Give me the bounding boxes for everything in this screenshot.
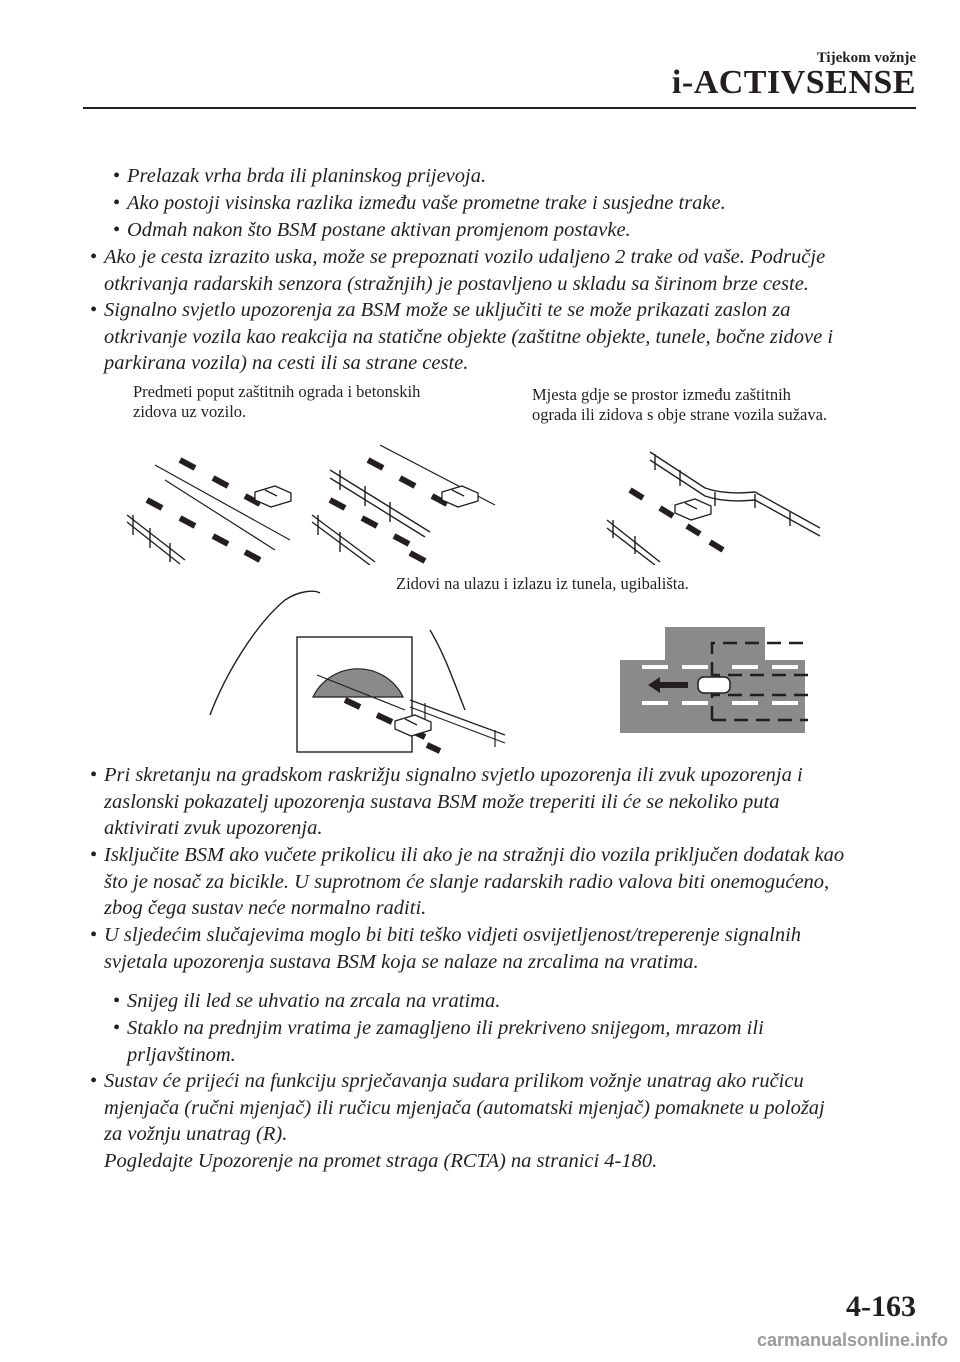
list-item-line: što je nosač za bicikle. U suprotnom će slanje radarskih radio valova biti onemogućeno,	[104, 870, 830, 893]
list-item	[113, 1015, 764, 1068]
list-item	[90, 762, 803, 842]
caption-line: ograda ili zidova s obje strane vozila sužava.	[532, 405, 828, 424]
watermark: carmanualsonline.info	[756, 1330, 948, 1350]
list-item-line: Signalno svjetlo upozorenja za BSM može se uključiti te se može prikazati zaslon za	[104, 299, 791, 321]
list-item-line: parkirana vozila) na cesti ili sa strane ceste.	[104, 352, 469, 374]
header-divider	[83, 107, 916, 109]
page-title: i-ACTIVSENSE	[671, 64, 916, 101]
caption-line: zidova uz vozilo.	[133, 402, 247, 421]
bullet-icon: •	[113, 990, 121, 1012]
list-item	[90, 842, 845, 922]
list-item-line: U sljedećim slučajevima moglo bi biti teško vidjeti osvijetljenost/treperenje signalnih	[104, 924, 802, 946]
narrowing-rails-illustration	[605, 440, 830, 565]
layby-top-view-illustration	[620, 625, 810, 740]
double-guardrail-illustration	[310, 440, 500, 565]
figure-caption-middle: Zidovi na ulazu i izlazu iz tunela, ugibališta.	[396, 574, 689, 593]
list-item	[90, 1068, 825, 1174]
bullet-icon: •	[90, 924, 98, 946]
list-item-line: Ako je cesta izrazito uska, može se prepoznati vozilo udaljeno 2 trake od vaše. Područje	[104, 246, 826, 268]
list-item-line: aktivirati zvuk upozorenja.	[104, 817, 323, 839]
bullet-icon: •	[90, 1070, 98, 1092]
caption-line: Predmeti poput zaštitnih ograda i betonskih	[133, 382, 421, 401]
figure-caption-right	[532, 385, 827, 425]
list-item-line: zbog čega sustav neće normalno raditi.	[104, 897, 427, 919]
list-item-line: zaslonski pokazatelj upozorenja sustava BSM može treperiti ili će se nekoliko puta	[104, 790, 780, 813]
list-item	[90, 922, 802, 975]
figure-caption-left	[133, 382, 420, 422]
list-item-line: Isključite BSM ako vučete prikolicu ili ako je na stražnji dio vozila priključen dodatak kao	[104, 844, 845, 866]
bullet-icon: •	[90, 764, 98, 786]
list-item-text: Ako postoji visinska razlika između vaše prometne trake i susjedne trake.	[127, 192, 726, 214]
list-item	[113, 988, 501, 1015]
bullet-icon: •	[90, 299, 98, 321]
bullet-icon: •	[113, 219, 121, 241]
list-item-line: za vožnju unatrag (R).	[104, 1123, 288, 1145]
caption-line: Mjesta gdje se prostor između zaštitnih	[532, 385, 791, 404]
list-item-line: Snijeg ili led se uhvatio na zrcala na vratima.	[127, 990, 501, 1012]
list-item-line: prljavštinom.	[127, 1043, 236, 1066]
guardrail-road-illustration	[125, 440, 295, 565]
list-item	[113, 217, 631, 244]
tunnel-illustration	[205, 585, 510, 755]
list-item	[113, 190, 726, 217]
bullet-icon: •	[113, 165, 121, 187]
bullet-icon: •	[113, 1017, 121, 1039]
section-label: Tijekom vožnje	[816, 50, 916, 66]
list-item	[90, 297, 834, 377]
list-item-line: Sustav će prijeći na funkciju sprječavanja sudara prilikom vožnje unatrag ako ručicu	[104, 1070, 804, 1092]
list-item-line: Staklo na prednjim vratima je zamagljeno ili prekriveno snijegom, mrazom ili	[127, 1017, 764, 1039]
list-item	[113, 163, 487, 190]
list-item	[90, 244, 826, 297]
list-item-line: svjetala upozorenja sustava BSM koja se nalaze na zrcalima na vratima.	[104, 950, 699, 973]
cross-reference-link[interactable]: Pogledajte Upozorenje na promet straga (RCTA) na stranici 4-180.	[104, 1149, 658, 1172]
list-item-line: mjenjača (ručni mjenjač) ili ručicu mjenjača (automatski mjenjač) pomaknete u položaj	[104, 1096, 825, 1119]
page-number: 4-163	[846, 1290, 916, 1323]
list-item-text: Odmah nakon što BSM postane aktivan promjenom postavke.	[127, 219, 631, 241]
list-item-line: Pri skretanju na gradskom raskrižju signalno svjetlo upozorenja ili zvuk upozorenja i	[104, 764, 803, 786]
bullet-icon: •	[90, 246, 98, 268]
list-item-text: Prelazak vrha brda ili planinskog prijevoja.	[127, 165, 487, 187]
bullet-icon: •	[113, 192, 121, 214]
list-item-line: otkrivanja radarskih senzora (stražnjih) je postavljeno u skladu sa širinom brze ceste.	[104, 272, 809, 295]
bullet-icon: •	[90, 844, 98, 866]
list-item-line: otkrivanje vozila kao reakcija na statične objekte (zaštitne objekte, tunele, bočne zidove i	[104, 325, 834, 348]
